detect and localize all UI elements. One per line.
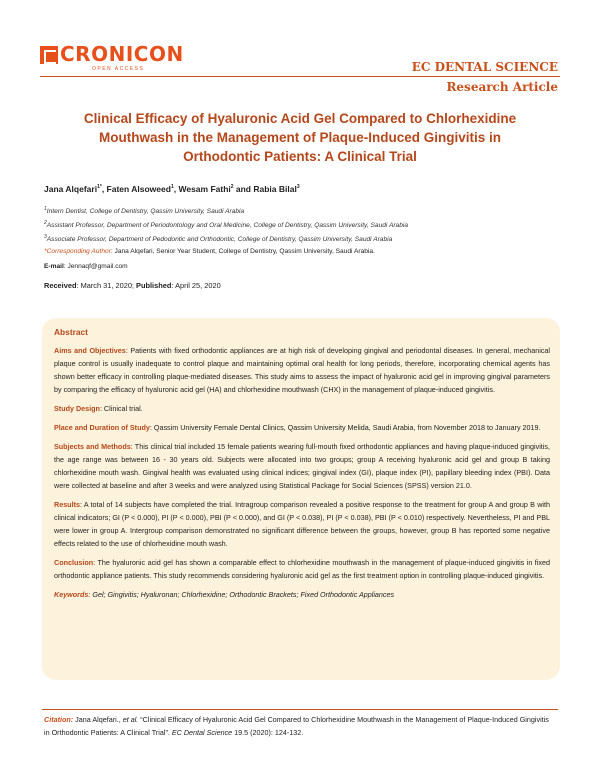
author-name: Faten Alsoweed — [106, 184, 171, 194]
citation: Citation: Jana Alqefari., et al. “Clinical Efficacy of Hyaluronic Acid Gel Compared to Chlorhexidine Mouthwash in the Management of Plaque-Induced Gingivitis in Orthodontic Patients: A Clinical Trial”. EC Dental Science 19.5 (2020): 124-132. — [44, 715, 549, 737]
email-link[interactable]: : Jennaqf@gmail.com — [63, 263, 128, 270]
email-line: E-mail: Jennaqf@gmail.com — [44, 263, 128, 270]
abstract-conclusion: Conclusion: The hyaluronic acid gel has shown a comparable effect to chlorhexidine mouthwash in the management of plaque-induced gingivitis in fixed orthodontic appliance patients. This study recommends considering hyaluronic acid gel as the first treatment option in controlling plaque-induced gingivitis. — [54, 558, 550, 580]
abstract-aims: Aims and Objectives: Patients with fixed orthodontic appliances are at high risk of developing gingival and periodontal diseases. In general, mechanical plaque control is usually inadequate to control plaque and maintaining optimal oral health for long periods, therefore, incorporating chemical agents has shown better efficacy in controlling plaque-mediated diseases. This study aims to assess the impact of hyaluronic acid gel in improving gingival parameters by comparing the efficacy of hyaluronic acid gel (HA) and chlorhexidine mouthwash (CHX) in the management of plaque-induced gingivitis. — [54, 346, 551, 394]
abstract-results: Results: A total of 14 subjects have completed the trial. Intragroup comparison revealed a positive response to the treatment for group A and group B with clinical indicators; GI (P < 0.000), PI (P < 0.000), PBI (P < 0.000), and GI (P < 0.038), PI (P < 0.038), PBI (P < 0.010) respectively. Nevertheless, PI and PBL were lower in group A. Intergroup comparison demonstrated no significant difference between the groups, however, group B has reported some negative effects related to the use of chlorhexidine mouth wash. — [54, 500, 550, 548]
citation-divider — [42, 709, 558, 710]
dates-line: Received: March 31, 2020; Published: April 25, 2020 — [44, 281, 221, 290]
paper-title: Clinical Efficacy of Hyaluronic Acid Gel Compared to Chlorhexidine Mouthwash in the Management of Plaque-Induced Gingivitis in Orthodontic Patients: A Clinical Trial — [83, 111, 517, 164]
author-name: Rabia Bilal — [253, 184, 297, 194]
logo-subtitle: OPEN ACCESS — [92, 66, 145, 72]
journal-name: EC DENTAL SCIENCE — [411, 60, 558, 74]
author-sup: 3 — [296, 184, 300, 191]
author-sup: 2 — [230, 184, 234, 191]
header-divider — [40, 76, 560, 77]
abstract-methods: Subjects and Methods: This clinical trial included 15 female patients wearing full-mouth fixed orthodontic appliances and having plaque-induced gingivitis, the age range was between 16 - 30 years old. Subjects were allocated into two groups; group A receiving hyaluronic acid gel and group B taking chlorhexidine mouth wash. Gingival health was evaluated using clinical indices; gingival index (GI), plaque index (PI), papillary bleeding index (PBI). Data were collected at baseline and after 3 weeks and were analyzed using Statistical Package for Social Sciences (SPSS) version 21.0. — [54, 442, 550, 490]
abstract-place: Place and Duration of Study: Qassim University Female Dental Clinics, Qassim University Melida, Saudi Arabia, from November 2018 to January 2019. — [54, 423, 541, 432]
author-name: Wesam Fathi — [178, 184, 231, 194]
abstract-box — [42, 318, 560, 680]
logo-text: CRONICON — [60, 42, 184, 66]
abstract-title: Abstract — [54, 327, 88, 337]
corresponding-author: *Corresponding Author: Jana Alqefari, Senior Year Student, College of Dentistry, Qassim University, Saudi Arabia. — [44, 248, 375, 255]
author-name: Jana Alqefari — [44, 184, 98, 194]
article-type: Research Article — [446, 80, 558, 94]
author-list: Jana Alqefari$^{1*}$, Faten Alsoweed$^1$, Wesam Fathi$^2$ and Rabia Bilal$^3$ — [44, 184, 300, 194]
abstract-design: Study Design: Clinical trial. — [54, 404, 143, 413]
affiliation: $^3$Associate Professor, Department of Pedodontic and Orthodontic, College of Dentistry, Qassim University, Saudi Arabia — [44, 234, 393, 244]
affiliation: $^2$Assistant Professor, Department of Periodontology and Oral Medicine, College of Dentistry, Qassim University, Saudi Arabia — [44, 220, 409, 230]
author-sup: 1* — [97, 184, 102, 191]
logo-mark-icon — [40, 46, 58, 64]
affiliation: $^1$Intern Dentist, College of Dentistry, Qassim University, Saudi Arabia — [44, 206, 245, 216]
abstract-keywords: Keywords: Gel; Gingivitis; Hyaluronan; Chlorhexidine; Orthodontic Brackets; Fixed Orthodontic Appliances — [54, 590, 395, 599]
author-sup: 1 — [170, 184, 174, 191]
